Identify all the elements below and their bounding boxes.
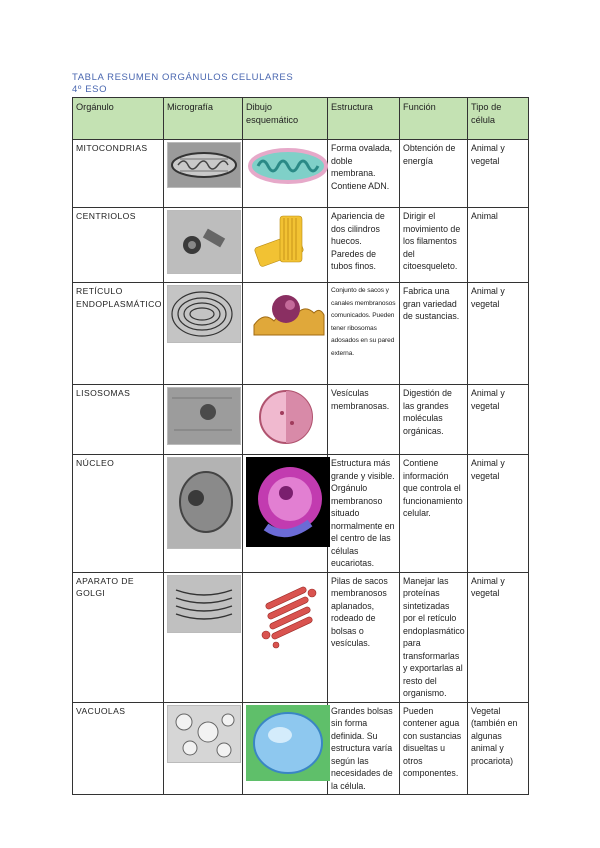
organelle-name: MITOCONDRIAS <box>73 140 164 208</box>
micrograph-cell <box>164 140 243 208</box>
mitochondria-micrograph <box>167 142 241 188</box>
vacuole-drawing <box>246 705 330 781</box>
drawing-cell <box>243 572 328 702</box>
nucleus-micrograph <box>167 457 241 549</box>
lysosome-drawing <box>246 387 330 447</box>
structure-cell: Pilas de sacos membranosos aplanados, rodeado de bolsas o vesículas. <box>328 572 400 702</box>
header-dibujo: Dibujo esquemático <box>243 98 328 140</box>
drawing-cell <box>243 140 328 208</box>
micrograph-cell <box>164 572 243 702</box>
drawing-cell <box>243 455 328 573</box>
micrograph-cell <box>164 702 243 795</box>
organelle-name: NÚCLEO <box>73 455 164 573</box>
micrograph-cell <box>164 385 243 455</box>
cell-type-cell: Animal <box>468 208 529 283</box>
header-tipo: Tipo de célula <box>468 98 529 140</box>
organelle-name: APARATO DE GOLGI <box>73 572 164 702</box>
structure-cell: Forma ovalada, doble membrana. Contiene ADN. <box>328 140 400 208</box>
header-micrografia: Micrografía <box>164 98 243 140</box>
cell-type-cell: Animal y vegetal <box>468 283 529 385</box>
organelle-name: CENTRIOLOS <box>73 208 164 283</box>
organelle-name: RETÍCULO ENDOPLASMÁTICO <box>73 283 164 385</box>
drawing-cell <box>243 283 328 385</box>
header-estructura: Estructura <box>328 98 400 140</box>
function-cell: Digestión de las grandes moléculas orgánicas. <box>400 385 468 455</box>
structure-cell: Vesículas membranosas. <box>328 385 400 455</box>
structure-cell: Apariencia de dos cilindros huecos. Paredes de tubos finos. <box>328 208 400 283</box>
drawing-cell <box>243 208 328 283</box>
cell-type-cell: Vegetal (también en algunas animal y procariota) <box>468 702 529 795</box>
lysosome-micrograph <box>167 387 241 445</box>
organelle-table <box>72 97 529 795</box>
function-cell: Pueden contener agua con sustancias disueltas u otros componentes. <box>400 702 468 795</box>
golgi-micrograph <box>167 575 241 633</box>
centriole-drawing <box>246 210 330 272</box>
table-row <box>73 283 529 385</box>
structure-cell: Grandes bolsas sin forma definida. Su estructura varía según las necesidades de la célula. <box>328 702 400 795</box>
title-line-2: 4º ESO <box>72 84 108 95</box>
cell-type-cell: Animal y vegetal <box>468 140 529 208</box>
function-cell: Contiene información que controla el funcionamiento celular. <box>400 455 468 573</box>
cell-type-cell: Animal y vegetal <box>468 385 529 455</box>
table-row <box>73 140 529 208</box>
cell-type-cell: Animal y vegetal <box>468 572 529 702</box>
function-cell: Manejar las proteínas sintetizadas por el retículo endoplasmático para transformarlas y exportarlas al resto del organismo. <box>400 572 468 702</box>
structure-cell: Estructura más grande y visible. Orgánulo membranoso situado normalmente en el centro de las células eucariotas. <box>328 455 400 573</box>
nucleus-drawing <box>246 457 330 547</box>
vacuole-micrograph <box>167 705 241 763</box>
page-title <box>72 72 293 96</box>
function-cell: Fabrica una gran variedad de sustancias. <box>400 283 468 385</box>
table-row <box>73 385 529 455</box>
header-organulo: Orgánulo <box>73 98 164 140</box>
reticulum-micrograph <box>167 285 241 343</box>
table-row <box>73 572 529 702</box>
title-line-1: TABLA RESUMEN ORGÁNULOS CELULARES <box>72 72 294 83</box>
table-row <box>73 702 529 795</box>
drawing-cell <box>243 702 328 795</box>
reticulum-drawing <box>246 285 330 349</box>
function-cell: Obtención de energía <box>400 140 468 208</box>
mitochondria-drawing <box>246 142 330 188</box>
cell-type-cell: Animal y vegetal <box>468 455 529 573</box>
golgi-drawing <box>246 575 330 655</box>
micrograph-cell <box>164 455 243 573</box>
header-row <box>73 98 529 140</box>
function-cell: Dirigir el movimiento de los filamentos del citoesqueleto. <box>400 208 468 283</box>
table-row <box>73 455 529 573</box>
organelle-name: LISOSOMAS <box>73 385 164 455</box>
drawing-cell <box>243 385 328 455</box>
micrograph-cell <box>164 283 243 385</box>
micrograph-cell <box>164 208 243 283</box>
organelle-name: VACUOLAS <box>73 702 164 795</box>
structure-cell: Conjunto de sacos y canales membranosos comunicados. Pueden tener ribosomas adosados en su pared externa. <box>328 283 400 385</box>
header-funcion: Función <box>400 98 468 140</box>
table-row <box>73 208 529 283</box>
centriole-micrograph <box>167 210 241 274</box>
